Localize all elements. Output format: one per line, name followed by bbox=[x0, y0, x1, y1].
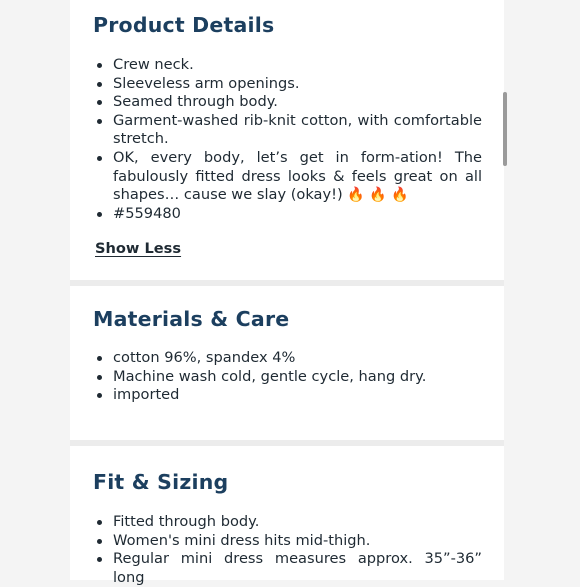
product-details-list bbox=[95, 56, 482, 223]
product-details-heading: Product Details bbox=[93, 13, 275, 37]
fit-sizing-list bbox=[95, 513, 482, 587]
list-item: Crew neck. bbox=[95, 56, 482, 75]
list-item: Women's mini dress hits mid-thigh. bbox=[95, 532, 482, 551]
product-info-panel bbox=[70, 0, 504, 586]
list-item: Seamed through body. bbox=[95, 93, 482, 112]
materials-care-list bbox=[95, 349, 482, 405]
list-item: Fitted through body. bbox=[95, 513, 482, 532]
scrollbar-thumb[interactable] bbox=[503, 92, 507, 166]
fit-sizing-heading: Fit & Sizing bbox=[93, 470, 229, 494]
list-item: Machine wash cold, gentle cycle, hang dry. bbox=[95, 368, 482, 387]
list-item-text: OK, every body, let’s get in form-ation! The fabulously fitted dress looks & feels great on all shapes… cause we slay (okay!) bbox=[113, 148, 482, 204]
list-item: #559480 bbox=[95, 205, 482, 224]
product-details-section bbox=[70, 0, 504, 280]
list-item: cotton 96%, spandex 4% bbox=[95, 349, 482, 368]
list-item: Regular mini dress measures approx. 35”-36” long bbox=[95, 550, 482, 587]
materials-care-heading: Materials & Care bbox=[93, 307, 290, 331]
list-item: Sleeveless arm openings. bbox=[95, 75, 482, 94]
materials-care-section bbox=[70, 286, 504, 440]
list-item: imported bbox=[95, 386, 482, 405]
list-item bbox=[95, 149, 482, 205]
list-item: Garment-washed rib-knit cotton, with comfortable stretch. bbox=[95, 112, 482, 149]
show-less-link[interactable]: Show Less bbox=[95, 240, 182, 257]
fire-icon: 🔥 🔥 🔥 bbox=[347, 187, 409, 204]
fit-sizing-section bbox=[70, 446, 504, 586]
